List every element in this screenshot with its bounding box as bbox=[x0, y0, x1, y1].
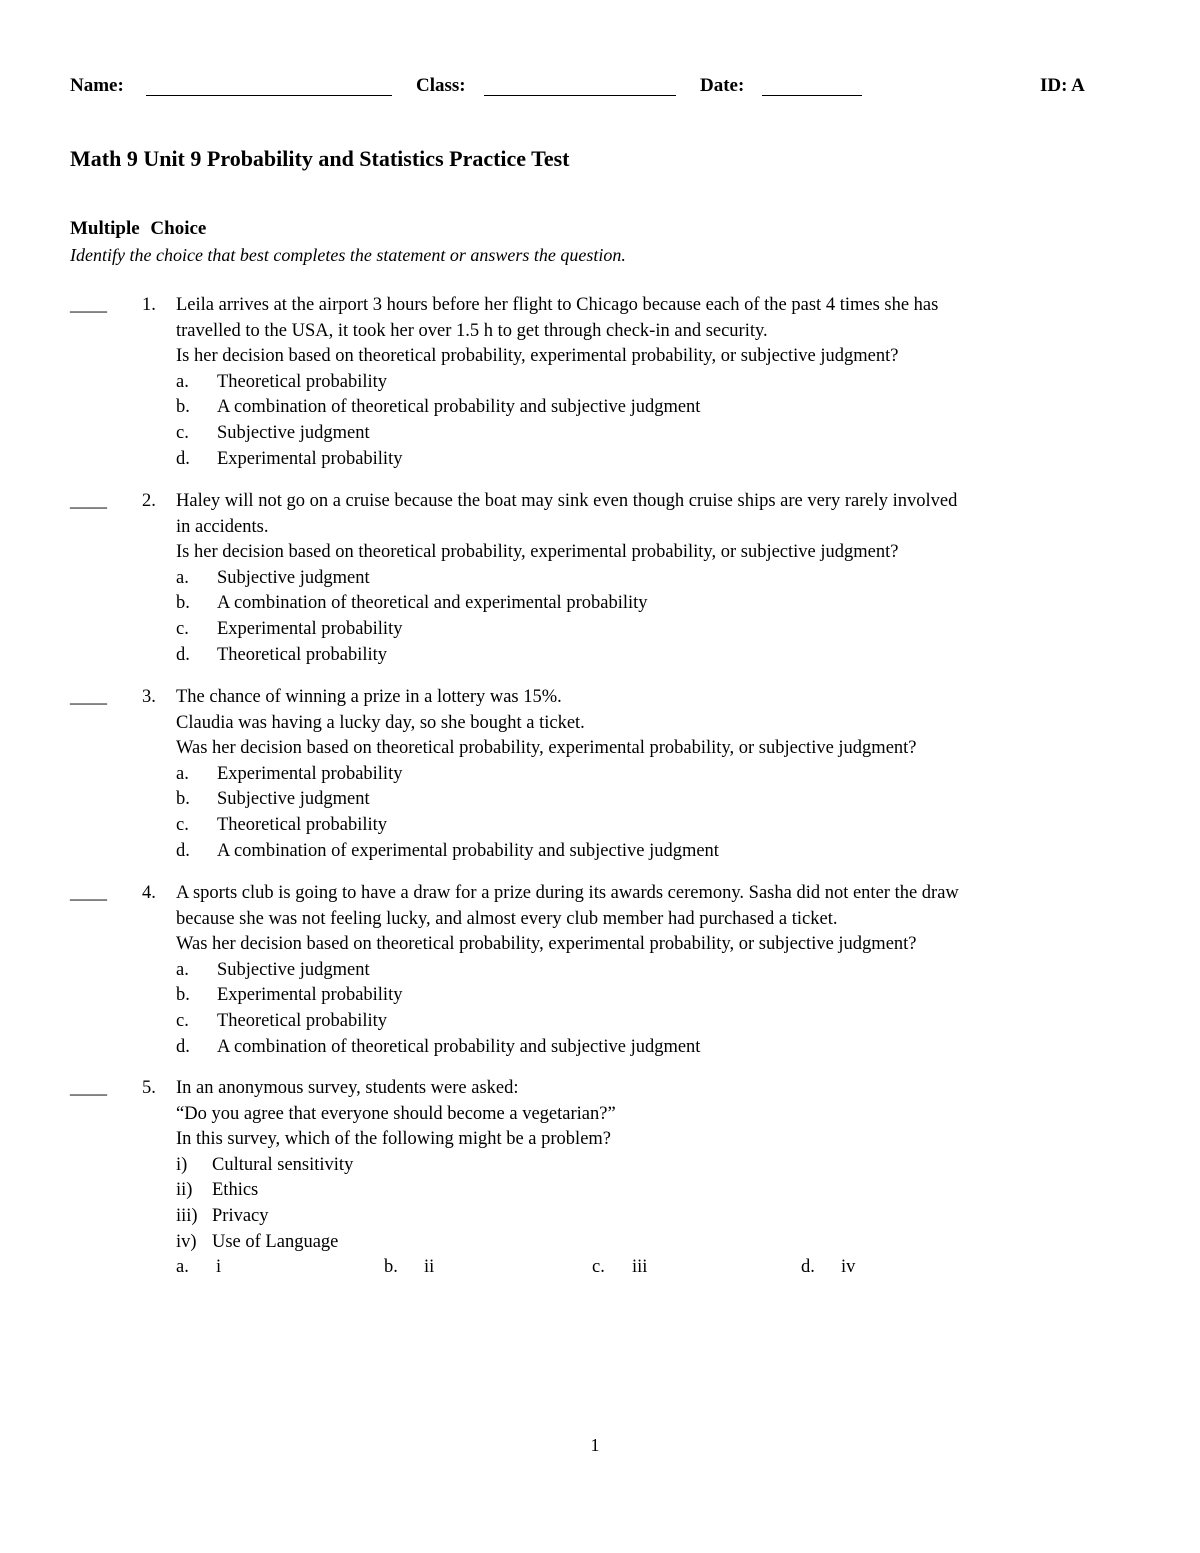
roman-item bbox=[176, 1178, 1136, 1204]
choice-d[interactable] bbox=[176, 643, 1136, 669]
header-line bbox=[70, 74, 1100, 98]
date-label: Date: bbox=[700, 75, 745, 96]
question-text-line: Claudia was having a lucky day, so she bought a ticket. bbox=[176, 712, 585, 733]
roman-label: ii) bbox=[176, 1180, 193, 1201]
choice-text: A combination of theoretical probability and subjective judgment bbox=[217, 1036, 701, 1057]
question-text-line: “Do you agree that everyone should become a vegetarian?” bbox=[176, 1103, 616, 1124]
choice-letter: c. bbox=[176, 1010, 189, 1031]
choice-letter: d. bbox=[176, 448, 190, 469]
choice-text: i bbox=[216, 1257, 222, 1278]
choice-d[interactable] bbox=[176, 447, 1136, 473]
answer-blank[interactable]: ____ bbox=[70, 883, 107, 903]
choice-text: Subjective judgment bbox=[217, 422, 370, 443]
question-body bbox=[176, 685, 1136, 864]
question-text-line: In an anonymous survey, students were asked: bbox=[176, 1078, 519, 1098]
choice-text: ii bbox=[424, 1257, 435, 1278]
choice-b[interactable] bbox=[176, 591, 1136, 617]
choice-letter: c. bbox=[176, 422, 189, 443]
answer-blank[interactable]: ____ bbox=[70, 687, 107, 707]
answer-blank[interactable]: ____ bbox=[70, 295, 107, 315]
choice-letter: c. bbox=[176, 814, 189, 835]
question-text-line: travelled to the USA, it took her over 1.5 h to get through check-in and security. bbox=[176, 320, 768, 341]
date-blank[interactable] bbox=[762, 95, 862, 96]
answer-blank[interactable]: ____ bbox=[70, 1078, 107, 1098]
choice-text: Theoretical probability bbox=[217, 1010, 388, 1031]
choice-letter: b. bbox=[176, 593, 190, 614]
choice-text: A combination of theoretical and experimental probability bbox=[217, 593, 648, 614]
choice-a[interactable] bbox=[176, 370, 1136, 396]
choice-letter: b. bbox=[176, 985, 190, 1006]
choice-letter: b. bbox=[176, 397, 190, 418]
choice-a[interactable] bbox=[176, 762, 1136, 788]
choice-d[interactable] bbox=[176, 1035, 1136, 1061]
choice-letter: a. bbox=[176, 1257, 189, 1278]
choice-letter: a. bbox=[176, 763, 189, 784]
roman-text: Use of Language bbox=[212, 1231, 339, 1252]
roman-label: iv) bbox=[176, 1231, 197, 1252]
choice-text: iv bbox=[841, 1257, 856, 1278]
question-text-line: Is her decision based on theoretical probability, experimental probability, or subjective judgment? bbox=[176, 542, 899, 563]
choice-letter: a. bbox=[176, 567, 189, 588]
section-instructions: Identify the choice that best completes the statement or answers the question. bbox=[70, 245, 626, 265]
question-number: 1. bbox=[142, 295, 156, 315]
question-text-line: Is her decision based on theoretical probability, experimental probability, or subjective judgment? bbox=[176, 346, 899, 367]
question-text-line: in accidents. bbox=[176, 516, 269, 537]
roman-label: iii) bbox=[176, 1205, 198, 1226]
question-number: 4. bbox=[142, 883, 156, 903]
question-number: 3. bbox=[142, 687, 156, 707]
question-text-line: The chance of winning a prize in a lottery was 15%. bbox=[176, 687, 562, 707]
choice-text: Theoretical probability bbox=[217, 371, 388, 392]
choice-c[interactable] bbox=[176, 617, 1136, 643]
page-number: 1 bbox=[590, 1435, 600, 1455]
section-title: Multiple Choice bbox=[70, 218, 207, 239]
choice-text: Experimental probability bbox=[217, 985, 403, 1006]
choice-letter: d. bbox=[176, 840, 190, 861]
choices-row bbox=[176, 1255, 1136, 1281]
choice-text: Subjective judgment bbox=[217, 567, 370, 588]
roman-item bbox=[176, 1153, 1136, 1179]
roman-item bbox=[176, 1204, 1136, 1230]
question-body bbox=[176, 1076, 1136, 1281]
choice-text: A combination of theoretical probability and subjective judgment bbox=[217, 397, 701, 418]
choice-d[interactable] bbox=[176, 839, 1136, 865]
choice-b[interactable] bbox=[176, 983, 1136, 1009]
choice-text: Theoretical probability bbox=[217, 644, 388, 665]
choice-text: iii bbox=[632, 1257, 648, 1278]
question-number: 5. bbox=[142, 1078, 156, 1098]
choice-c[interactable] bbox=[176, 421, 1136, 447]
choice-b[interactable] bbox=[176, 395, 1136, 421]
roman-label: i) bbox=[176, 1154, 188, 1175]
answer-blank[interactable]: ____ bbox=[70, 491, 107, 511]
question-text-line: Haley will not go on a cruise because the boat may sink even though cruise ships are very rarely involved bbox=[176, 491, 958, 511]
class-blank[interactable] bbox=[484, 95, 676, 96]
choice-text: Subjective judgment bbox=[217, 959, 370, 980]
question-text-line: A sports club is going to have a draw for a prize during its awards ceremony. Sasha did not enter the draw bbox=[176, 883, 959, 903]
name-blank[interactable] bbox=[146, 95, 392, 96]
question-text-line: In this survey, which of the following might be a problem? bbox=[176, 1129, 612, 1150]
choice-b[interactable] bbox=[176, 787, 1136, 813]
question-text-line: Was her decision based on theoretical probability, experimental probability, or subjective judgment? bbox=[176, 738, 917, 759]
name-label: Name: bbox=[70, 75, 124, 96]
choice-c[interactable] bbox=[176, 813, 1136, 839]
test-title: Math 9 Unit 9 Probability and Statistics Practice Test bbox=[70, 146, 570, 171]
choice-text: Experimental probability bbox=[217, 763, 403, 784]
question-text-line: because she was not feeling lucky, and almost every club member had purchased a ticket. bbox=[176, 908, 838, 929]
choice-letter: b. bbox=[176, 789, 190, 810]
choice-text: Subjective judgment bbox=[217, 789, 370, 810]
question-body bbox=[176, 881, 1136, 1060]
choice-letter: a. bbox=[176, 959, 189, 980]
choice-letter: d. bbox=[176, 1036, 190, 1057]
choice-letter: c. bbox=[592, 1257, 605, 1278]
choice-a[interactable] bbox=[176, 958, 1136, 984]
choice-text: A combination of experimental probability and subjective judgment bbox=[217, 840, 719, 861]
choice-letter: a. bbox=[176, 371, 189, 392]
question-body bbox=[176, 293, 1136, 472]
choice-c[interactable] bbox=[176, 1009, 1136, 1035]
roman-item bbox=[176, 1230, 1136, 1256]
choice-letter: c. bbox=[176, 618, 189, 639]
choice-text: Theoretical probability bbox=[217, 814, 388, 835]
choice-letter: d. bbox=[176, 644, 190, 665]
question-text-line: Was her decision based on theoretical probability, experimental probability, or subjective judgment? bbox=[176, 934, 917, 955]
question-number: 2. bbox=[142, 491, 156, 511]
roman-text: Privacy bbox=[212, 1205, 269, 1226]
class-label: Class: bbox=[416, 75, 466, 96]
choice-a[interactable] bbox=[176, 566, 1136, 592]
choice-letter: b. bbox=[384, 1257, 398, 1278]
roman-text: Ethics bbox=[212, 1180, 259, 1201]
question-body bbox=[176, 489, 1136, 668]
choice-text: Experimental probability bbox=[217, 618, 403, 639]
choice-text: Experimental probability bbox=[217, 448, 403, 469]
id-label: ID: A bbox=[1040, 75, 1085, 96]
question-text-line: Leila arrives at the airport 3 hours before her flight to Chicago because each of the past 4 times she has bbox=[176, 295, 939, 315]
roman-text: Cultural sensitivity bbox=[212, 1154, 354, 1175]
choice-letter: d. bbox=[801, 1257, 815, 1278]
